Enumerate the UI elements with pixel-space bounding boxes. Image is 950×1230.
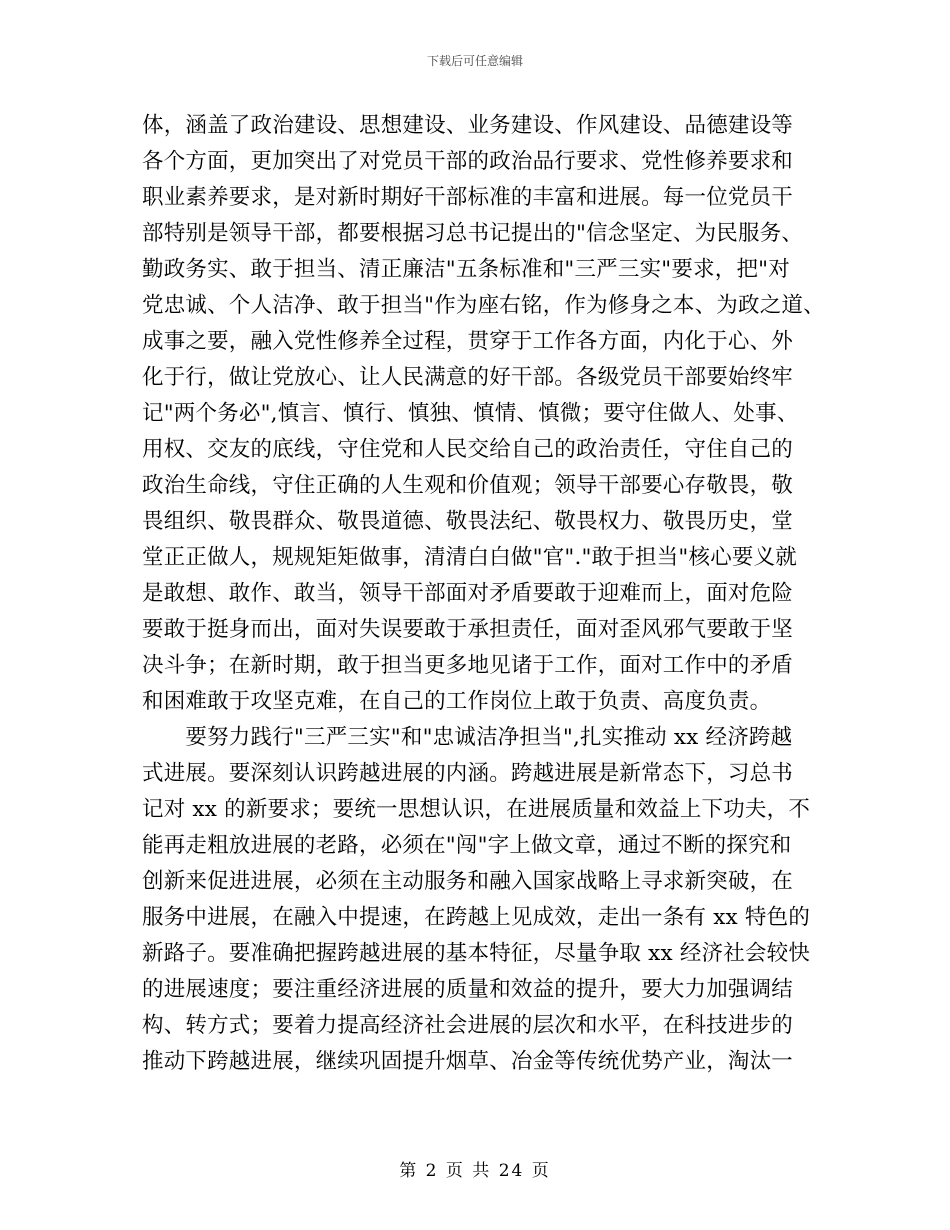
text-line: 推动下跨越进展，继续巩固提升烟草、冶金等传统优势产业，淘汰一 (142, 1049, 794, 1074)
text-line: 体，涵盖了政治建设、思想建设、业务建设、作风建设、品德建设等 (142, 113, 794, 138)
text-line: 勤政务实、敢于担当、清正廉洁"五条标准和"三严三实"要求，把"对 (142, 257, 790, 282)
body-text (142, 108, 832, 1080)
text-line: 用权、交友的底线，守住党和人民交给自己的政治责任，守住自己的 (142, 437, 794, 462)
text-line: 畏组织、敬畏群众、敬畏道德、敬畏法纪、敬畏权力、敬畏历史，堂 (142, 509, 794, 534)
text-line: 各个方面，更加突出了对党员干部的政治品行要求、党性修养要求和 (142, 149, 794, 174)
text-line: 记"两个务必",慎言、慎行、慎独、慎情、慎微；要守住做人、处事、 (142, 401, 799, 426)
text-line: 是敢想、敢作、敢当，领导干部面对矛盾要敢于迎难而上，面对危险 (142, 581, 794, 606)
text-line: 构、转方式；要着力提高经济社会进展的层次和水平，在科技进步的 (142, 1013, 794, 1038)
page-number-footer: 第 2 页 共 24 页 (399, 1161, 551, 1181)
text-line: 新路子。要准确把握跨越进展的基本特征，尽量争取 xx 经济社会较快 (142, 941, 811, 966)
text-line: 的进展速度；要注重经济进展的质量和效益的提升，要大力加强调结 (142, 977, 794, 1002)
paragraph-start-line: 要努力践行"三严三实"和"忠诚洁净担当",扎实推动 xx 经济跨越 (142, 725, 793, 750)
text-line: 服务中进展，在融入中提速，在跨越上见成效，走出一条有 xx 特色的 (142, 905, 811, 930)
text-line: 堂正正做人，规规矩矩做事，清清白白做"官"."敢于担当"核心要义就 (142, 545, 797, 570)
text-line: 党忠诚、个人洁净、敢于担当"作为座右铭，作为修身之本、为政之道、 (142, 293, 825, 318)
text-line: 政治生命线，守住正确的人生观和价值观；领导干部要心存敬畏，敬 (142, 473, 794, 498)
text-line: 能再走粗放进展的老路，必须在"闯"字上做文章，通过不断的探究和 (142, 833, 792, 858)
text-line: 决斗争；在新时期，敢于担当更多地见诸于工作，面对工作中的矛盾 (142, 653, 794, 678)
text-line: 和困难敢于攻坚克难，在自己的工作岗位上敢于负责、高度负责。 (142, 689, 772, 714)
text-line: 职业素养要求，是对新时期好干部标准的丰富和进展。每一位党员干 (142, 185, 794, 210)
text-line: 创新来促进进展，必须在主动服务和融入国家战略上寻求新突破，在 (142, 869, 794, 894)
page-header: 下载后可任意编辑 (426, 54, 523, 68)
text-line: 要敢于挺身而出，面对失误要敢于承担责任，面对歪风邪气要敢于坚 (142, 617, 794, 642)
text-line: 式进展。要深刻认识跨越进展的内涵。跨越进展是新常态下，习总书 (142, 761, 794, 786)
text-line: 化于行，做让党放心、让人民满意的好干部。各级党员干部要始终牢 (142, 365, 794, 390)
text-line: 成事之要，融入党性修养全过程，贯穿于工作各方面，内化于心、外 (142, 329, 794, 354)
text-line: 部特别是领导干部，都要根据习总书记提出的"信念坚定、为民服务、 (142, 221, 804, 246)
text-line: 记对 xx 的新要求；要统一思想认识，在进展质量和效益上下功夫，不 (142, 797, 811, 822)
